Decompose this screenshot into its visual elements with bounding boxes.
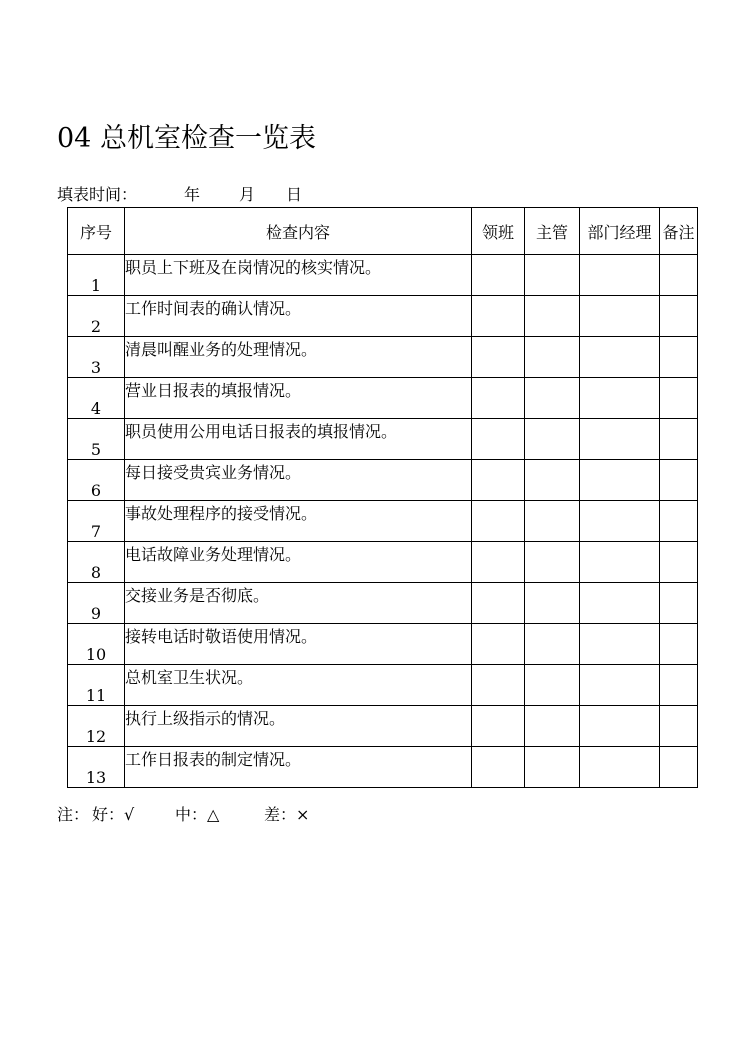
header-content: 检查内容 — [125, 208, 472, 255]
foreman-cell[interactable] — [472, 583, 525, 624]
foreman-cell[interactable] — [472, 296, 525, 337]
supervisor-cell[interactable] — [525, 337, 580, 378]
dept-manager-cell[interactable] — [580, 542, 660, 583]
remarks-cell[interactable] — [660, 706, 698, 747]
row-serial-number: 11 — [68, 665, 125, 706]
header-serial: 序号 — [68, 208, 125, 255]
table-row — [68, 747, 698, 788]
foreman-cell[interactable] — [472, 624, 525, 665]
inspection-table — [67, 207, 698, 788]
row-serial-number: 12 — [68, 706, 125, 747]
remarks-cell[interactable] — [660, 583, 698, 624]
row-check-content: 职员使用公用电话日报表的填报情况。 — [125, 419, 472, 460]
foreman-cell[interactable] — [472, 255, 525, 296]
row-check-content: 总机室卫生状况。 — [125, 665, 472, 706]
supervisor-cell[interactable] — [525, 419, 580, 460]
fill-time-label: 填表时间： — [57, 185, 138, 204]
row-check-content: 工作日报表的制定情况。 — [125, 747, 472, 788]
month-label: 月 — [239, 185, 256, 204]
supervisor-cell[interactable] — [525, 255, 580, 296]
foreman-cell[interactable] — [472, 542, 525, 583]
table-row — [68, 460, 698, 501]
dept-manager-cell[interactable] — [580, 255, 660, 296]
table-row — [68, 255, 698, 296]
day-label: 日 — [286, 185, 303, 204]
header-dept-manager: 部门经理 — [580, 208, 660, 255]
dept-manager-cell[interactable] — [580, 706, 660, 747]
dept-manager-cell[interactable] — [580, 419, 660, 460]
remarks-cell[interactable] — [660, 460, 698, 501]
row-serial-number: 6 — [68, 460, 125, 501]
supervisor-cell[interactable] — [525, 583, 580, 624]
table-row — [68, 296, 698, 337]
remarks-cell[interactable] — [660, 542, 698, 583]
dept-manager-cell[interactable] — [580, 624, 660, 665]
row-check-content: 交接业务是否彻底。 — [125, 583, 472, 624]
remarks-cell[interactable] — [660, 747, 698, 788]
header-supervisor: 主管 — [525, 208, 580, 255]
table-row — [68, 378, 698, 419]
foreman-cell[interactable] — [472, 337, 525, 378]
supervisor-cell[interactable] — [525, 747, 580, 788]
row-serial-number: 5 — [68, 419, 125, 460]
row-serial-number: 1 — [68, 255, 125, 296]
foreman-cell[interactable] — [472, 378, 525, 419]
row-serial-number: 2 — [68, 296, 125, 337]
dept-manager-cell[interactable] — [580, 378, 660, 419]
table-header-row — [68, 208, 698, 255]
supervisor-cell[interactable] — [525, 624, 580, 665]
row-check-content: 职员上下班及在岗情况的核实情况。 — [125, 255, 472, 296]
table-row — [68, 706, 698, 747]
row-serial-number: 9 — [68, 583, 125, 624]
row-serial-number: 10 — [68, 624, 125, 665]
table-row — [68, 624, 698, 665]
row-check-content: 营业日报表的填报情况。 — [125, 378, 472, 419]
supervisor-cell[interactable] — [525, 665, 580, 706]
row-check-content: 接转电话时敬语使用情况。 — [125, 624, 472, 665]
row-serial-number: 8 — [68, 542, 125, 583]
row-check-content: 电话故障业务处理情况。 — [125, 542, 472, 583]
supervisor-cell[interactable] — [525, 542, 580, 583]
row-check-content: 清晨叫醒业务的处理情况。 — [125, 337, 472, 378]
supervisor-cell[interactable] — [525, 296, 580, 337]
supervisor-cell[interactable] — [525, 501, 580, 542]
foreman-cell[interactable] — [472, 665, 525, 706]
remarks-cell[interactable] — [660, 501, 698, 542]
foreman-cell[interactable] — [472, 747, 525, 788]
page-title: 04 总机室检查一览表 — [57, 123, 316, 154]
remarks-cell[interactable] — [660, 665, 698, 706]
table-row — [68, 419, 698, 460]
remarks-cell[interactable] — [660, 419, 698, 460]
legend-good: 好：√ — [92, 805, 135, 824]
header-remarks: 备注 — [660, 208, 698, 255]
row-serial-number: 3 — [68, 337, 125, 378]
legend-poor: 差：× — [264, 805, 310, 824]
foreman-cell[interactable] — [472, 460, 525, 501]
dept-manager-cell[interactable] — [580, 583, 660, 624]
row-check-content: 工作时间表的确认情况。 — [125, 296, 472, 337]
foreman-cell[interactable] — [472, 706, 525, 747]
dept-manager-cell[interactable] — [580, 460, 660, 501]
table-row — [68, 337, 698, 378]
foreman-cell[interactable] — [472, 419, 525, 460]
remarks-cell[interactable] — [660, 255, 698, 296]
remarks-cell[interactable] — [660, 378, 698, 419]
row-serial-number: 13 — [68, 747, 125, 788]
table-row — [68, 583, 698, 624]
remarks-cell[interactable] — [660, 337, 698, 378]
row-check-content: 事故处理程序的接受情况。 — [125, 501, 472, 542]
row-check-content: 执行上级指示的情况。 — [125, 706, 472, 747]
dept-manager-cell[interactable] — [580, 337, 660, 378]
table-row — [68, 542, 698, 583]
foreman-cell[interactable] — [472, 501, 525, 542]
supervisor-cell[interactable] — [525, 706, 580, 747]
row-check-content: 每日接受贵宾业务情况。 — [125, 460, 472, 501]
dept-manager-cell[interactable] — [580, 665, 660, 706]
dept-manager-cell[interactable] — [580, 747, 660, 788]
year-label: 年 — [184, 185, 201, 204]
remarks-cell[interactable] — [660, 624, 698, 665]
note-label: 注： — [57, 805, 90, 824]
dept-manager-cell[interactable] — [580, 296, 660, 337]
row-serial-number: 4 — [68, 378, 125, 419]
table-row — [68, 501, 698, 542]
dept-manager-cell[interactable] — [580, 501, 660, 542]
remarks-cell[interactable] — [660, 296, 698, 337]
supervisor-cell[interactable] — [525, 460, 580, 501]
legend-medium: 中：△ — [175, 805, 220, 824]
table-row — [68, 665, 698, 706]
header-foreman: 领班 — [472, 208, 525, 255]
supervisor-cell[interactable] — [525, 378, 580, 419]
row-serial-number: 7 — [68, 501, 125, 542]
